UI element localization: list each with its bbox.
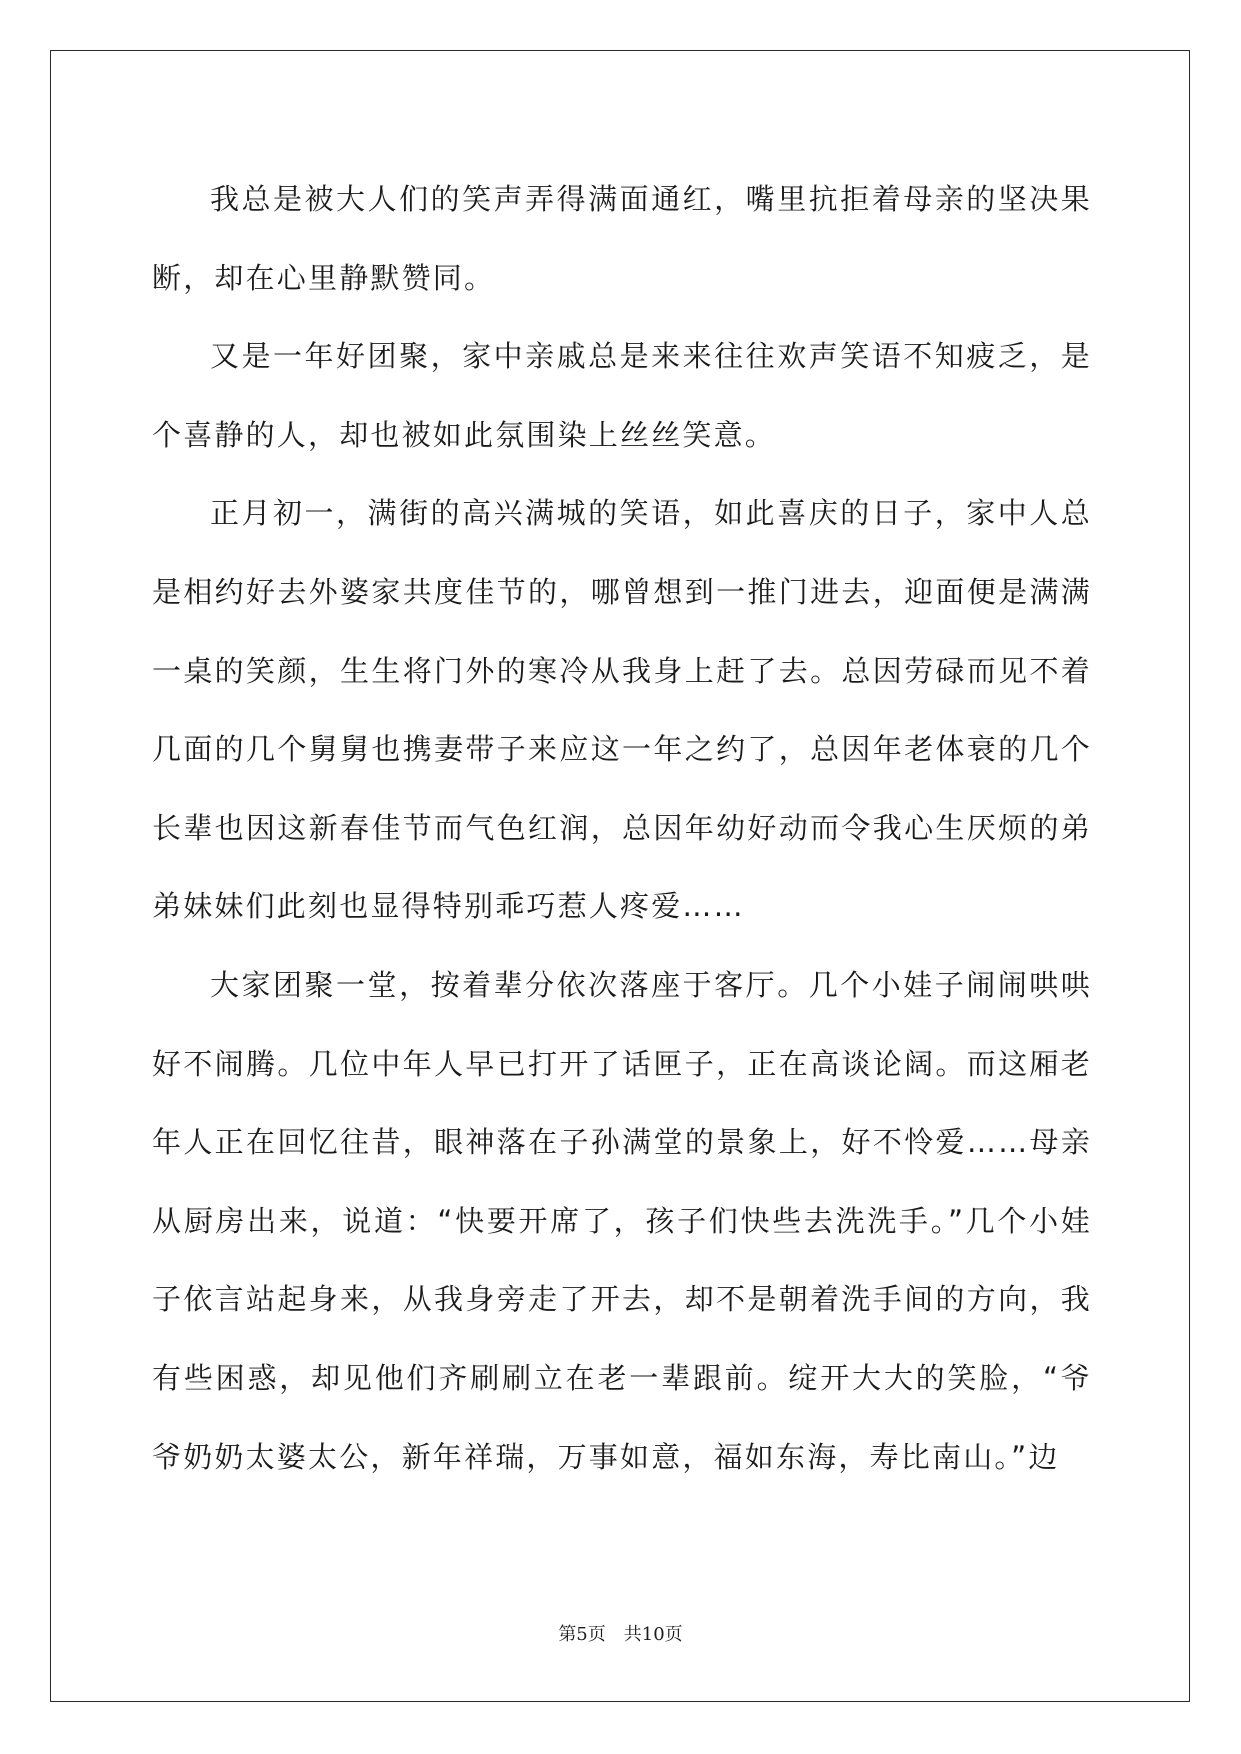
paragraph: 大家团聚一堂，按着辈分依次落座于客厅。几个小娃子闹闹哄哄好不闹腾。几位中年人早已打开了话匣子，正在高谈论阔。而这厢老年人正在回忆往昔，眼神落在子孙满堂的景象上，好不怜爱……母亲从厨房出来，说道：“快要开席了，孩子们快些去洗洗手。”几个小娃子依言站起身来，从我身旁走了开去，却不是朝着洗手间的方向，我有些困惑，却见他们齐刷刷立在老一辈跟前。绽开大大的笑脸，“爷爷奶奶太婆太公，新年祥瑞，万事如意，福如东海，寿比南山。”边 <box>152 967 1092 1474</box>
page-number-footer: 第5页 共10页 <box>558 1624 683 1645</box>
paragraph: 又是一年好团聚，家中亲戚总是来来往往欢声笑语不知疲乏，是个喜静的人，却也被如此氛围染上丝丝笑意。 <box>152 339 1092 452</box>
document-body <box>152 160 1092 1496</box>
paragraph: 我总是被大人们的笑声弄得满面通红，嘴里抗拒着母亲的坚决果断，却在心里静默赞同。 <box>152 182 1092 295</box>
paragraph: 正月初一，满街的高兴满城的笑语，如此喜庆的日子，家中人总是相约好去外婆家共度佳节的，哪曾想到一推门进去，迎面便是满满一桌的笑颜，生生将门外的寒冷从我身上赶了去。总因劳碌而见不着几面的几个舅舅也携妻带子来应这一年之约了，总因年老体衰的几个长辈也因这新春佳节而气色红润，总因年幼好动而令我心生厌烦的弟弟妹妹们此刻也显得特别乖巧惹人疼爱…… <box>152 496 1092 924</box>
